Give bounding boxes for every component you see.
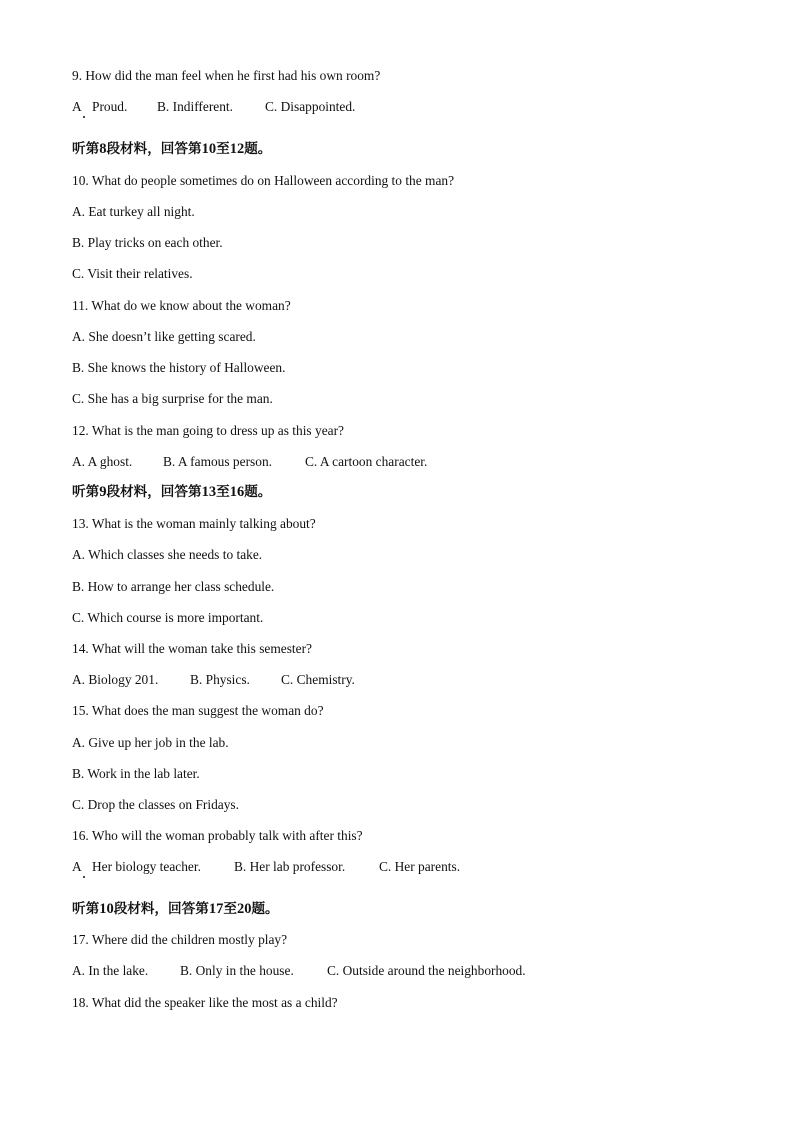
question-9: 9. How did the man feel when he first had his own room? — [72, 68, 381, 83]
option-c: C. Disappointed. — [265, 99, 356, 114]
option-b: B. Her lab professor. — [234, 859, 346, 874]
option-a: Her biology teacher. — [92, 859, 201, 874]
option-c: C. She has a big surprise for the man. — [72, 391, 273, 406]
question-14: 14. What will the woman take this semester? — [72, 641, 312, 656]
question-11: 11. What do we know about the woman? — [72, 298, 291, 313]
question-9-options — [72, 99, 356, 115]
option-b: B. Play tricks on each other. — [72, 235, 223, 250]
option-letter: A — [72, 99, 92, 115]
section-heading-10: 听第10段材料，回答第17至20题。 — [72, 901, 279, 917]
option-c: C. Which course is more important. — [72, 610, 264, 625]
option-c: C. Visit their relatives. — [72, 266, 193, 281]
question-14-options — [72, 672, 355, 688]
section-heading-9: 听第9段材料，回答第13至16题。 — [72, 484, 272, 500]
option-c: C. Her parents. — [379, 859, 461, 874]
option-b: B. Only in the house. — [180, 963, 294, 978]
option-c: C. Chemistry. — [281, 672, 355, 687]
question-18: 18. What did the speaker like the most as a child? — [72, 995, 338, 1010]
option-a: A. In the lake. — [72, 963, 149, 978]
question-16-options — [72, 859, 461, 875]
question-15: 15. What does the man suggest the woman do? — [72, 703, 324, 718]
option-c: C. Outside around the neighborhood. — [327, 963, 526, 978]
option-letter: A — [72, 859, 92, 875]
question-10: 10. What do people sometimes do on Halloween according to the man? — [72, 173, 455, 188]
option-a: Proud. — [92, 99, 128, 114]
option-b: B. How to arrange her class schedule. — [72, 579, 275, 594]
option-a: A. Eat turkey all night. — [72, 204, 195, 219]
option-b: B. A famous person. — [163, 454, 272, 469]
question-17-options — [72, 963, 526, 979]
option-a: A. Give up her job in the lab. — [72, 735, 229, 750]
option-b: B. She knows the history of Halloween. — [72, 360, 286, 375]
option-a: A. A ghost. — [72, 454, 133, 469]
option-b: B. Work in the lab later. — [72, 766, 200, 781]
option-b: B. Physics. — [190, 672, 250, 687]
section-heading-8: 听第8段材料，回答第10至12题。 — [72, 141, 272, 157]
option-b: B. Indifferent. — [157, 99, 233, 114]
question-12-options — [72, 454, 428, 470]
option-c: C. A cartoon character. — [305, 454, 428, 469]
option-a: A. Biology 201. — [72, 672, 159, 687]
option-a: A. She doesn’t like getting scared. — [72, 329, 256, 344]
option-a: A. Which classes she needs to take. — [72, 547, 263, 562]
option-c: C. Drop the classes on Fridays. — [72, 797, 239, 812]
question-13: 13. What is the woman mainly talking about? — [72, 516, 316, 531]
question-12: 12. What is the man going to dress up as this year? — [72, 423, 344, 438]
question-16: 16. Who will the woman probably talk with after this? — [72, 828, 363, 843]
question-17: 17. Where did the children mostly play? — [72, 932, 288, 947]
